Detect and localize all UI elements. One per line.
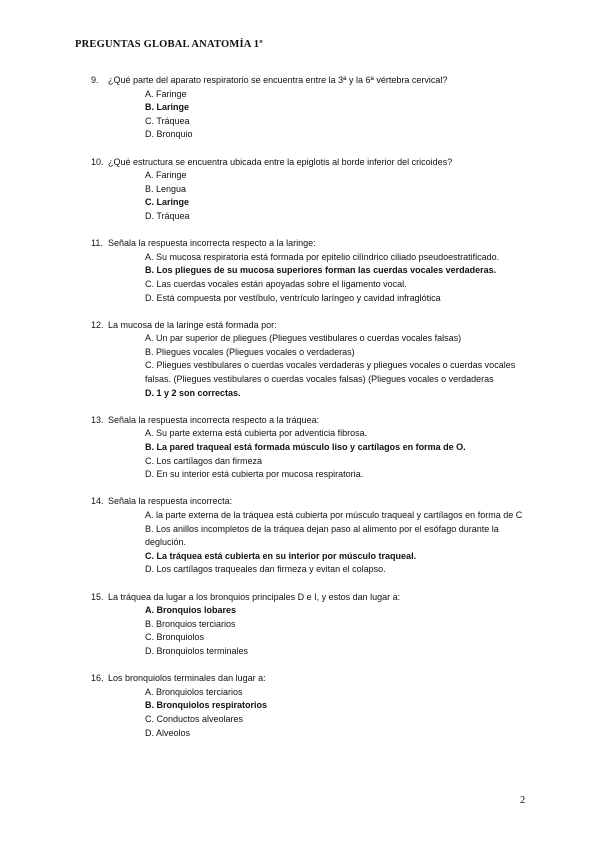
answer-option: A. Faringe (145, 88, 187, 99)
answer-option: A. Bronquiolos terciarios (145, 686, 243, 697)
answer-option-correct: B. Bronquiolos respiratorios (145, 700, 268, 711)
answer-option-correct: B. Laringe (145, 102, 190, 113)
answer-option-correct: B. Los pliegues de su mucosa superiores forman las cuerdas vocales verdaderas. (145, 265, 497, 276)
question-text: ¿Qué estructura se encuentra ubicada entre la epiglotis al borde inferior del cricoides? (108, 156, 453, 167)
answer-option: A. Su parte externa está cubierta por adventicia fibrosa. (145, 428, 368, 439)
answer-option: C. Bronquiolos (145, 632, 205, 643)
answer-option: D. En su interior está cubierta por mucosa respiratoria. (145, 469, 364, 480)
question-10 (91, 156, 531, 224)
question-16 (91, 672, 531, 740)
question-text: La mucosa de la laringe está formada por: (108, 319, 277, 330)
answer-option-correct: A. Bronquios lobares (145, 605, 237, 616)
answer-option: D. Los cartílagos traqueales dan firmeza y evitan el colapso. (145, 564, 386, 575)
question-stem (91, 591, 531, 605)
question-number: 9. (91, 75, 99, 85)
question-text: ¿Qué parte del aparato respiratorio se encuentra entre la 3ª y la 6ª vértebra cervical? (108, 75, 448, 85)
question-text: Señala la respuesta incorrecta respecto a la tráquea: (108, 414, 320, 425)
question-11 (91, 237, 531, 305)
answer-option: D. Tráquea (145, 210, 190, 221)
answer-option: A. Faringe (145, 170, 187, 181)
question-9 (91, 74, 531, 142)
page-number: 2 (520, 795, 526, 806)
question-stem (91, 156, 531, 170)
answer-option: C. Pliegues vestibulares o cuerdas vocales verdaderas y pliegues vocales o cuerdas vocales falsas. (Pliegues vestibulares o cuerdas vocales falsas) (Pliegues vocales o verdaderas (145, 360, 516, 385)
question-number: 12. (91, 319, 104, 330)
question-13 (91, 414, 531, 482)
answer-options (145, 427, 531, 481)
question-text: Los bronquiolos terminales dan lugar a: (108, 673, 266, 684)
question-stem (91, 319, 531, 333)
question-text: Señala la respuesta incorrecta: (108, 496, 233, 507)
question-number: 14. (91, 496, 104, 507)
question-text: La tráquea da lugar a los bronquios principales D e I, y estos dan lugar a: (108, 591, 401, 602)
answer-options (145, 686, 531, 740)
page-header: PREGUNTAS GLOBAL ANATOMÍA 1º (75, 39, 263, 50)
question-list (91, 74, 531, 754)
answer-option-correct: D. 1 y 2 son correctas. (145, 387, 241, 398)
question-stem (91, 495, 531, 509)
answer-options (145, 88, 531, 142)
answer-options (145, 509, 531, 577)
answer-option: D. Alveolos (145, 727, 191, 738)
question-14 (91, 495, 531, 577)
answer-option: D. Bronquiolos terminales (145, 645, 249, 656)
answer-option: B. Lengua (145, 183, 187, 194)
question-text: Señala la respuesta incorrecta respecto a la laringe: (108, 238, 316, 249)
answer-option-correct: C. La tráquea está cubierta en su interior por músculo traqueal. (145, 550, 417, 561)
question-number: 10. (91, 156, 104, 167)
answer-option: C. Conductos alveolares (145, 713, 244, 724)
answer-option: B. Pliegues vocales (Pliegues vocales o verdaderas) (145, 346, 355, 357)
question-number: 11. (91, 238, 103, 249)
answer-options (145, 332, 531, 400)
answer-option: C. Tráquea (145, 115, 190, 126)
question-stem (91, 74, 531, 88)
answer-option: D. Está compuesta por vestíbulo, ventrículo laríngeo y cavidad infraglótica (145, 292, 441, 303)
question-number: 13. (91, 414, 104, 425)
answer-option-correct: B. La pared traqueal está formada músculo liso y cartílagos en forma de O. (145, 442, 466, 453)
question-number: 16. (91, 673, 104, 684)
answer-option: C. Las cuerdas vocales están apoyadas sobre el ligamento vocal. (145, 278, 407, 289)
answer-option: A. Su mucosa respiratoria está formada por epitelio cilíndrico ciliado pseudoestratificado. (145, 251, 500, 262)
answer-option-correct: C. Laringe (145, 197, 190, 208)
answer-option: D. Bronquio (145, 129, 193, 140)
question-12 (91, 319, 531, 401)
question-number: 15. (91, 591, 104, 602)
question-stem (91, 414, 531, 428)
answer-options (145, 169, 531, 223)
answer-option: B. Bronquios terciarios (145, 618, 236, 629)
answer-options (145, 604, 531, 658)
question-stem (91, 672, 531, 686)
answer-option: A. la parte externa de la tráquea está cubierta por músculo traqueal y cartílagos en forma de C B. Los anillos incompletos de la tráquea dejan paso al alimento por el esófago durante la deglución. (145, 510, 523, 548)
question-stem (91, 237, 531, 251)
answer-options (145, 251, 531, 305)
answer-option: C. Los cartílagos dan firmeza (145, 455, 263, 466)
question-15 (91, 591, 531, 659)
answer-option: A. Un par superior de pliegues (Pliegues vestibulares o cuerdas vocales falsas) (145, 333, 462, 344)
